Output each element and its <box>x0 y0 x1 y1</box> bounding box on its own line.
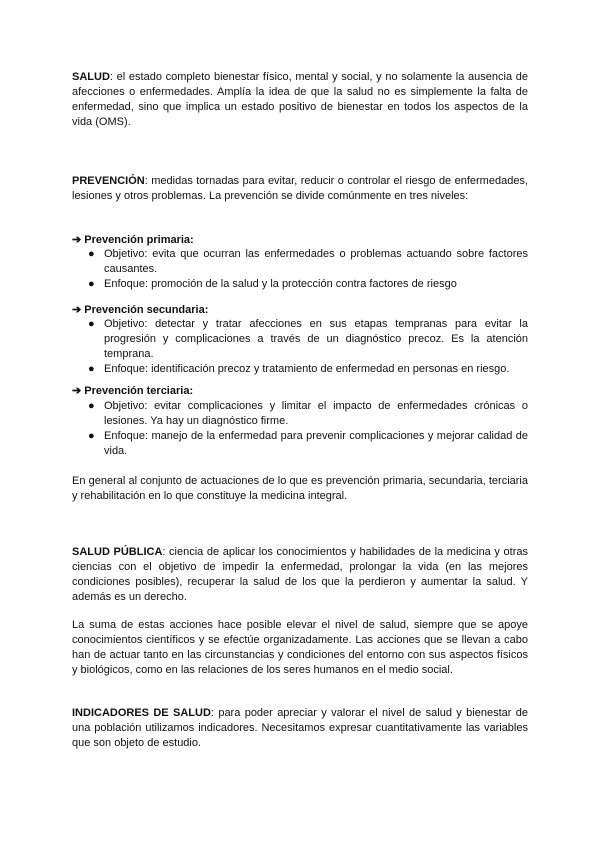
prevencion-paragraph <box>72 174 528 204</box>
bullet-icon: ● <box>88 278 95 290</box>
indicadores-definition: : para poder apreciar y valorar el nivel de salud y bienestar de una población utilizamos indicadores. Necesitamos expresar cuantitativamente las variables que son objeto de estudio. <box>72 707 528 749</box>
salud-publica-term: SALUD PÚBLICA <box>72 546 163 558</box>
indicadores-term: INDICADORES DE SALUD <box>72 707 211 719</box>
bullet-icon: ● <box>88 363 95 375</box>
salud-publica-definition: : ciencia de aplicar los conocimientos y habilidades de la medicina y otras ciencias con el objetivo de impedir la enfermedad, prolongar la vida (en las mejores condiciones posibles), recuperar la salud de los que la perdieron y aumentar la salud. Y además es un derecho. <box>72 546 528 603</box>
salud-definition: : el estado completo bienestar físico, mental y social, y no solamente la ausencia de afecciones o enfermedades. Amplía la idea de que la salud no es simplemente la falta de enfermedad, sino que implica un estado positivo de bienestar en todos los aspectos de la vida (OMS). <box>72 71 528 128</box>
list-item: ● Enfoque: manejo de la enfermedad para prevenir complicaciones y mejorar calidad de vida. <box>88 430 528 457</box>
indicadores-paragraph <box>72 706 528 751</box>
prevencion-primaria-list <box>72 247 528 292</box>
prevencion-summary: En general al conjunto de actuaciones de lo que es prevención primaria, secundaria, terciaria y rehabilitación en lo que constituye la medicina integral. <box>72 475 528 502</box>
prevencion-terciaria-list <box>72 399 528 459</box>
bullet-icon: ● <box>88 318 95 330</box>
list-item: ● Objetivo: evita que ocurran las enfermedades o problemas actuando sobre factores causantes. <box>88 248 528 275</box>
prevencion-secundaria-list <box>72 317 528 377</box>
prevencion-primaria-heading: ➔ Prevención primaria: <box>72 234 194 246</box>
list-item: ● Enfoque: identificación precoz y tratamiento de enfermedad en personas en riesgo. <box>88 363 510 375</box>
salud-term: SALUD <box>72 71 110 83</box>
prevencion-secundaria-heading: ➔ Prevención secundaria: <box>72 304 209 316</box>
list-item: ● Objetivo: evitar complicaciones y limitar el impacto de enfermedades crónicas o lesiones. Ya hay un diagnóstico firme. <box>88 400 528 427</box>
salud-publica-paragraph-2: La suma de estas acciones hace posible elevar el nivel de salud, siempre que se apoye conocimientos científicos y se efectúe organizadamente. Las acciones que se llevan a cabo han de actuar tanto en las circunstancias y condiciones del entorno con sus aspectos físicos y biológicos, como en las relaciones de los seres humanos en el medio social. <box>72 619 528 676</box>
bullet-icon: ● <box>88 400 95 412</box>
bullet-icon: ● <box>88 430 95 442</box>
prevencion-term: PREVENCIÓN <box>72 175 145 187</box>
salud-publica-paragraph <box>72 545 528 605</box>
prevencion-terciaria-heading: ➔ Prevención terciaria: <box>72 385 194 397</box>
salud-paragraph <box>72 70 528 130</box>
bullet-icon: ● <box>88 248 95 260</box>
prevencion-definition: : medidas tornadas para evitar, reducir o controlar el riesgo de enfermedades, lesiones y otros problemas. La prevención se divide comúnmente en tres niveles: <box>72 175 528 202</box>
list-item: ● Objetivo: detectar y tratar afecciones en sus etapas tempranas para evitar la progresión y complicaciones a través de un diagnóstico precoz. Es la atención temprana. <box>88 318 528 360</box>
list-item: ● Enfoque: promoción de la salud y la protección contra factores de riesgo <box>88 278 457 290</box>
